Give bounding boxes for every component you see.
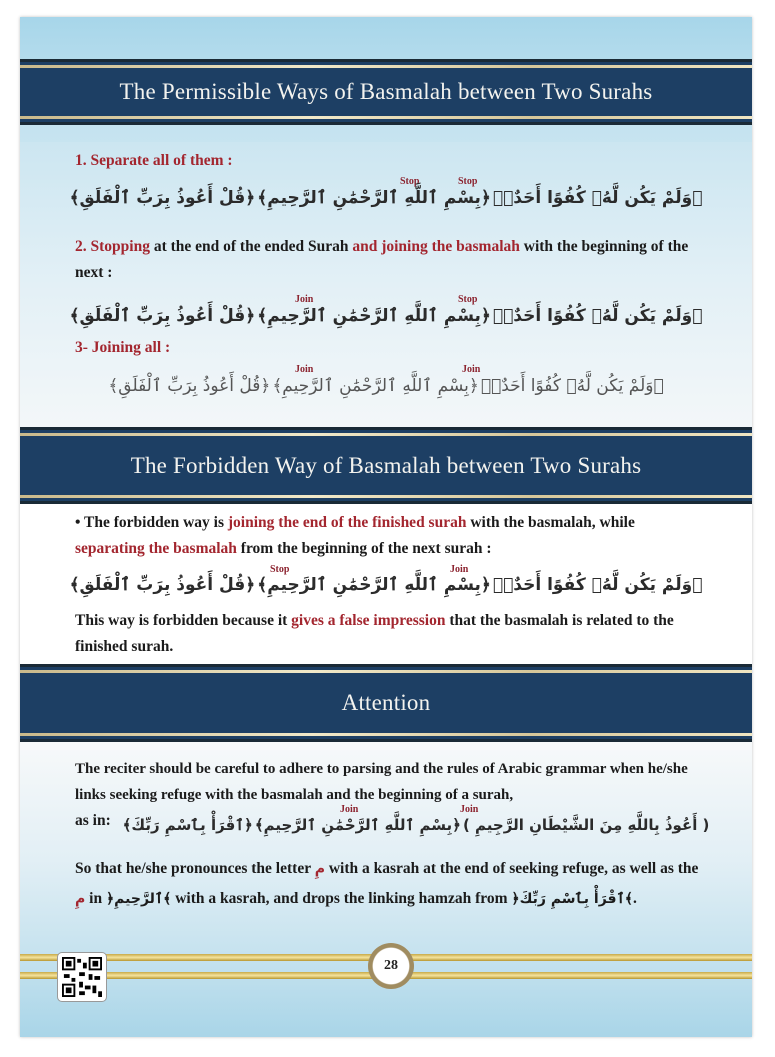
section-title: The Permissible Ways of Basmalah between Two Surahs bbox=[119, 79, 653, 104]
marker-join: Join bbox=[295, 294, 314, 305]
ayah-segment: ﴿بِسْمِ ٱللَّهِ ٱلرَّحْمَٰنِ ٱلرَّحِيمِ﴾ bbox=[257, 306, 491, 326]
text: with the basmalah, while bbox=[470, 514, 635, 531]
section-title: The Forbidden Way of Basmalah between Two Surahs bbox=[130, 452, 642, 478]
ayah-segment: ( أَعُوذُ بِاللَّهِ مِنَ الشَّيْطَانِ الرَّجِيمِ ) bbox=[462, 816, 710, 834]
qr-code[interactable] bbox=[57, 952, 107, 1002]
ayah-segment: ﴿بِسْمِ ٱللَّهِ ٱلرَّحْمَٰنِ ٱلرَّحِيمِ﴾ bbox=[254, 816, 461, 834]
text: with the beginning of the next : bbox=[75, 238, 689, 281]
marker-join: Join bbox=[295, 364, 314, 375]
marker-stop: Stop bbox=[270, 564, 290, 575]
text: So that he/she pronounces the letter bbox=[75, 860, 311, 877]
ayah-segment: ﴿وَلَمْ يَكُن لَّهُۥ كُفُوًا أَحَدٌۢ﴾ bbox=[492, 575, 703, 595]
marker-stop: Stop bbox=[400, 176, 420, 187]
highlight-text: and joining the basmalah bbox=[352, 238, 520, 255]
text: from the beginning of the next surah : bbox=[240, 540, 492, 557]
ayah-segment: ﴿بِسْمِ ٱللَّهِ ٱلرَّحْمَٰنِ ٱلرَّحِيمِ﴾ bbox=[272, 376, 479, 396]
ayah-segment: ﴿وَلَمْ يَكُن لَّهُۥ كُفُوًا أَحَدٌۢ﴾ bbox=[492, 306, 703, 326]
ayah-row bbox=[20, 305, 752, 326]
section-permissible bbox=[20, 142, 752, 427]
attention-explanation bbox=[75, 854, 700, 914]
text: This way is forbidden because it bbox=[75, 612, 288, 629]
highlight-text: gives a false impression bbox=[291, 612, 446, 629]
marker-join: Join bbox=[340, 804, 359, 815]
ayah-segment: ﴿ٱقْرَأْ بِٱسْمِ رَبِّكَ﴾ bbox=[122, 816, 253, 834]
text: in bbox=[89, 890, 103, 907]
arabic-word: ﴿ٱقْرَأْ بِٱسْمِ رَبِّكَ﴾ bbox=[511, 891, 633, 907]
text: with a kasrah at the end of seeking refuge, as well as the bbox=[328, 860, 699, 877]
section-header-forbidden bbox=[20, 427, 752, 504]
page-number-badge bbox=[368, 943, 414, 989]
highlight-text: Stopping bbox=[90, 238, 150, 255]
attention-paragraph: The reciter should be careful to adhere to parsing and the rules of Arabic grammar when he/she links seeking refuge with the basmalah and the beginning of a surah, bbox=[75, 761, 688, 803]
marker-stop: Stop bbox=[458, 176, 478, 187]
ayah-segment: ﴿بِسْمِ ٱللَّهِ ٱلرَّحْمَٰنِ ٱلرَّحِيمِ﴾ bbox=[257, 188, 491, 208]
ayah-segment: ﴿قُلْ أَعُوذُ بِرَبِّ ٱلْفَلَقِ﴾ bbox=[69, 306, 256, 326]
highlight-text: separating the basmalah bbox=[75, 540, 237, 557]
arabic-word: ﴿ٱلرَّحِيمِ﴾ bbox=[105, 891, 172, 907]
section-header-permissible bbox=[20, 59, 752, 125]
text: . bbox=[632, 890, 637, 907]
section-title: Attention bbox=[341, 690, 431, 715]
ayah-segment: ﴿وَلَمْ يَكُن لَّهُۥ كُفُوًا أَحَدٌۢ﴾ bbox=[492, 188, 703, 208]
text: that the basmalah is related to the finished surah. bbox=[75, 612, 674, 655]
forbidden-reason bbox=[75, 608, 700, 660]
text: at the end of the ended Surah bbox=[153, 238, 349, 255]
highlight-text: joining the end of the finished surah bbox=[227, 514, 467, 531]
section-attention bbox=[20, 742, 752, 1037]
ayah-segment: ﴿قُلْ أَعُوذُ بِرَبِّ ٱلْفَلَقِ﴾ bbox=[69, 575, 256, 595]
item-heading-3: 3- Joining all : bbox=[75, 339, 171, 356]
forbidden-paragraph bbox=[75, 510, 700, 562]
marker-join: Join bbox=[460, 804, 479, 815]
marker-stop: Stop bbox=[458, 294, 478, 305]
ayah-row bbox=[20, 574, 752, 595]
bullet: • bbox=[75, 514, 81, 531]
section-forbidden bbox=[20, 504, 752, 664]
ayah-segment: ﴿قُلْ أَعُوذُ بِرَبِّ ٱلْفَلَقِ﴾ bbox=[69, 188, 256, 208]
book-page bbox=[20, 17, 752, 1037]
page-number: 28 bbox=[384, 958, 398, 973]
text: with a kasrah, and drops the linking hamzah from bbox=[175, 890, 508, 907]
text: The forbidden way is bbox=[84, 514, 225, 531]
item-heading-2 bbox=[75, 234, 700, 286]
ayah-segment: ﴿بِسْمِ ٱللَّهِ ٱلرَّحْمَٰنِ ٱلرَّحِيمِ﴾ bbox=[257, 575, 491, 595]
marker-join: Join bbox=[450, 564, 469, 575]
qr-code-icon bbox=[62, 957, 102, 997]
ayah-segment: ﴿وَلَمْ يَكُن لَّهُۥ كُفُوًا أَحَدٌۢ﴾ bbox=[480, 376, 664, 396]
item-number: 2. bbox=[75, 238, 87, 255]
arabic-letter: مِ bbox=[75, 891, 86, 907]
item-heading-1: 1. Separate all of them : bbox=[75, 152, 233, 169]
arabic-letter: مِ bbox=[314, 861, 325, 877]
marker-join: Join bbox=[462, 364, 481, 375]
ayah-segment: ﴿قُلْ أَعُوذُ بِرَبِّ ٱلْفَلَقِ﴾ bbox=[108, 376, 271, 396]
as-in-label: as in: bbox=[75, 812, 111, 829]
section-header-attention bbox=[20, 664, 752, 742]
ayah-row bbox=[20, 375, 752, 396]
ayah-row bbox=[20, 187, 752, 208]
ayah-row bbox=[80, 816, 752, 834]
